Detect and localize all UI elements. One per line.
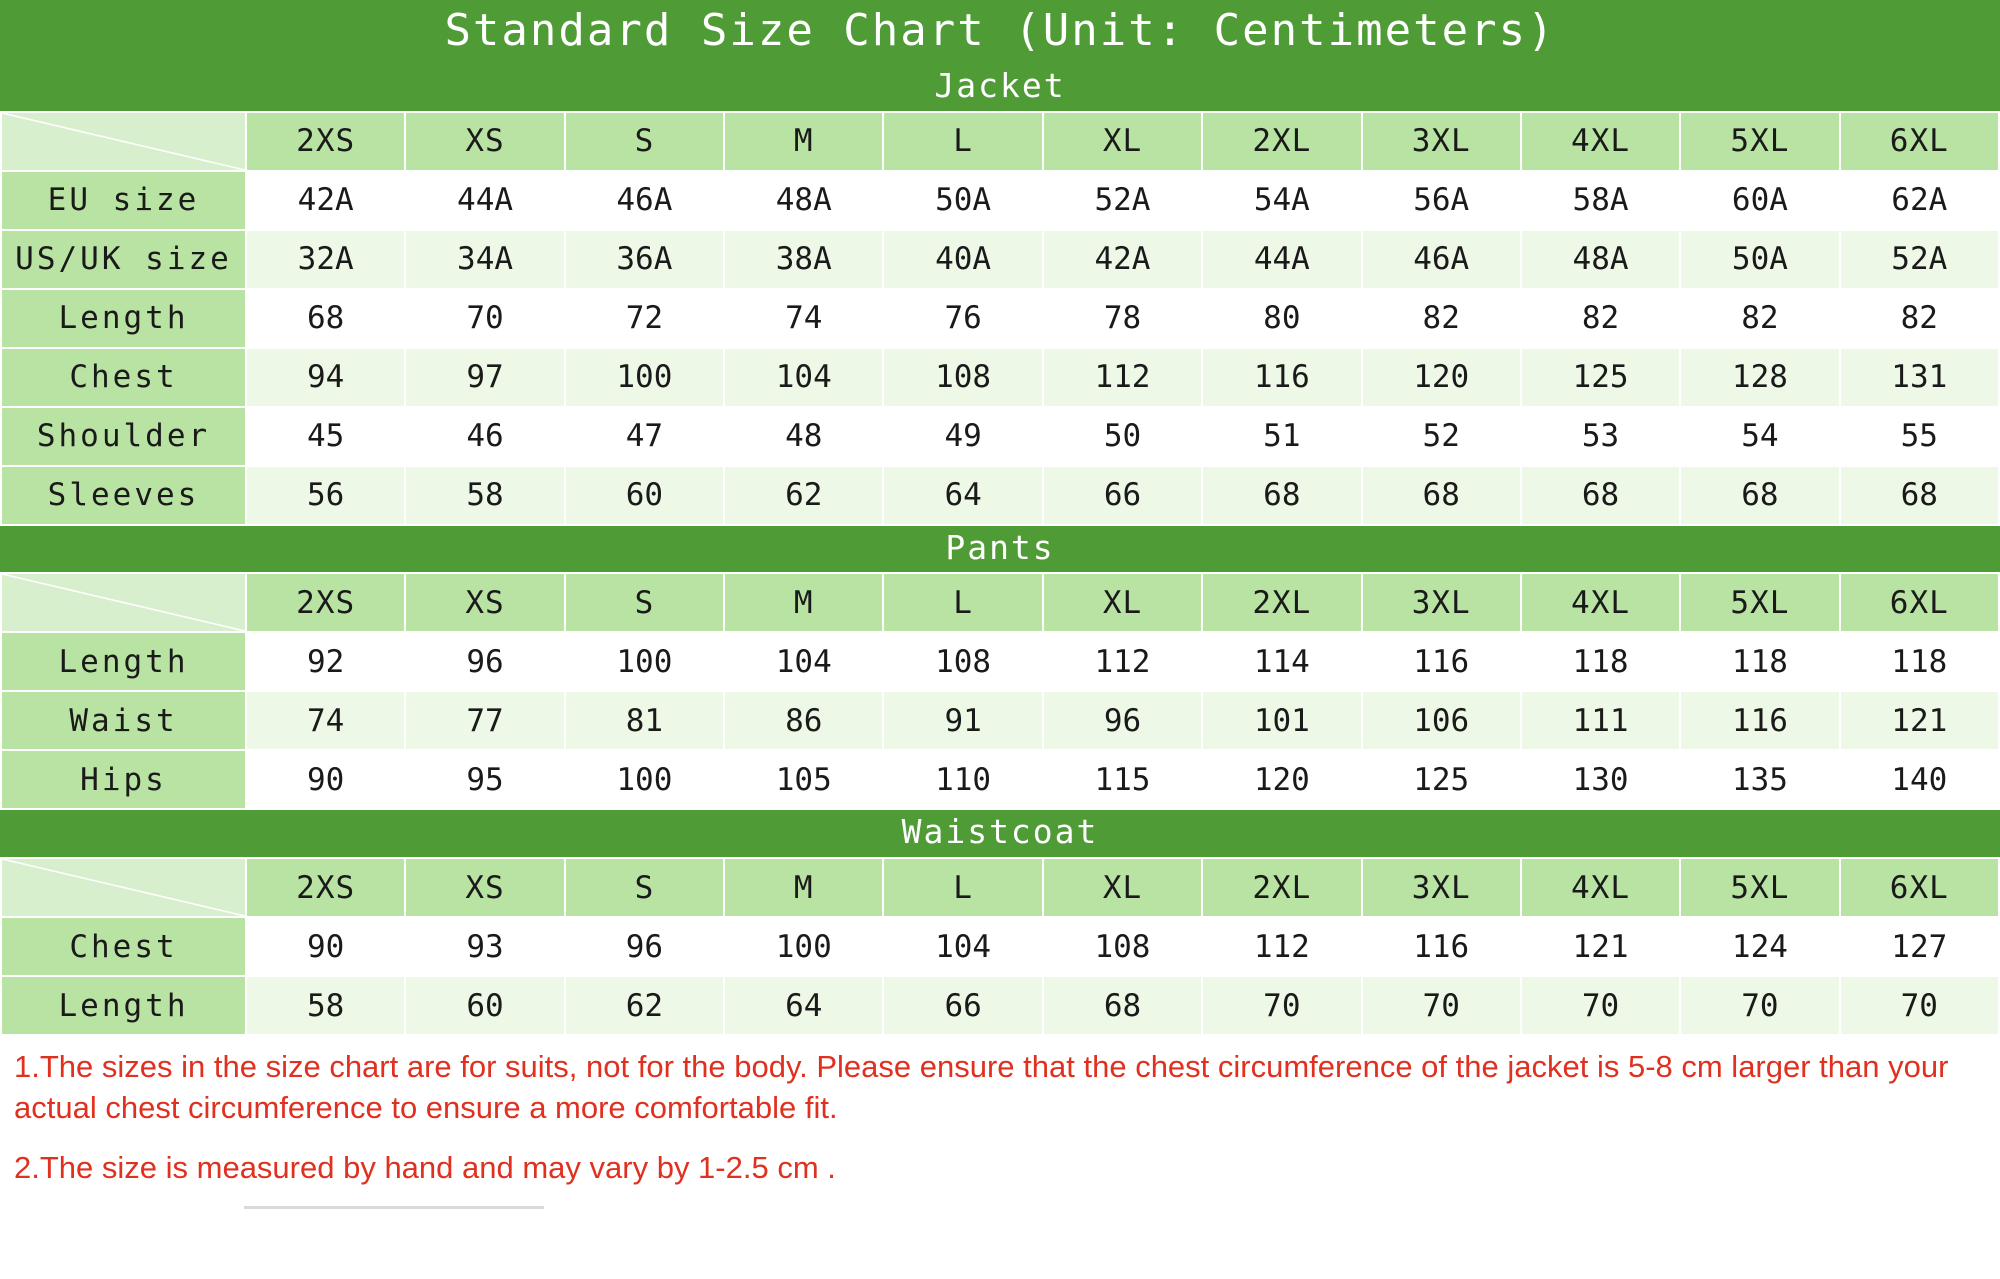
row-label: Shoulder <box>1 407 246 466</box>
table-row <box>1 230 1999 289</box>
cell: 50A <box>883 171 1042 230</box>
note-2: 2.The size is measured by hand and may vary by 1-2.5 cm . <box>14 1149 836 1185</box>
cell: 45 <box>246 407 405 466</box>
cell: 121 <box>1840 691 1999 750</box>
cell: 56A <box>1362 171 1521 230</box>
cell: 90 <box>246 750 405 809</box>
cell: 44A <box>1202 230 1361 289</box>
cell: 51 <box>1202 407 1361 466</box>
size-header: L <box>883 573 1042 632</box>
table-row <box>1 466 1999 525</box>
cell: 130 <box>1521 750 1680 809</box>
cell: 74 <box>246 691 405 750</box>
row-label: EU size <box>1 171 246 230</box>
cell: 112 <box>1043 632 1202 691</box>
cell: 64 <box>724 976 883 1035</box>
cell: 127 <box>1840 917 1999 976</box>
bottom-divider <box>244 1206 544 1213</box>
size-header: M <box>724 858 883 917</box>
cell: 100 <box>565 750 724 809</box>
cell: 52A <box>1043 171 1202 230</box>
cell: 70 <box>1840 976 1999 1035</box>
size-header: XL <box>1043 858 1202 917</box>
cell: 48 <box>724 407 883 466</box>
size-header: 4XL <box>1521 112 1680 171</box>
size-header: XL <box>1043 112 1202 171</box>
cell: 58 <box>405 466 564 525</box>
size-header: 2XS <box>246 112 405 171</box>
table-header-row <box>1 573 1999 632</box>
cell: 116 <box>1362 917 1521 976</box>
size-header: 6XL <box>1840 573 1999 632</box>
cell: 60 <box>405 976 564 1035</box>
cell: 38A <box>724 230 883 289</box>
size-header: 3XL <box>1362 573 1521 632</box>
cell: 95 <box>405 750 564 809</box>
table-header-row <box>1 858 1999 917</box>
row-label: Chest <box>1 917 246 976</box>
cell: 68 <box>1840 466 1999 525</box>
cell: 54 <box>1680 407 1839 466</box>
cell: 116 <box>1202 348 1361 407</box>
cell: 125 <box>1521 348 1680 407</box>
cell: 68 <box>1521 466 1680 525</box>
size-header: M <box>724 112 883 171</box>
size-header: 4XL <box>1521 573 1680 632</box>
notes-section <box>0 1036 2000 1219</box>
table-row <box>1 289 1999 348</box>
cell: 60 <box>565 466 724 525</box>
cell: 111 <box>1521 691 1680 750</box>
table-row <box>1 691 1999 750</box>
cell: 108 <box>883 348 1042 407</box>
size-header: S <box>565 858 724 917</box>
table-row <box>1 917 1999 976</box>
cell: 70 <box>1680 976 1839 1035</box>
cell: 56 <box>246 466 405 525</box>
cell: 42A <box>1043 230 1202 289</box>
cell: 49 <box>883 407 1042 466</box>
cell: 54A <box>1202 171 1361 230</box>
cell: 97 <box>405 348 564 407</box>
cell: 106 <box>1362 691 1521 750</box>
row-label: US/UK size <box>1 230 246 289</box>
row-label: Length <box>1 976 246 1035</box>
table-header-row <box>1 112 1999 171</box>
size-header: 4XL <box>1521 858 1680 917</box>
cell: 52A <box>1840 230 1999 289</box>
cell: 125 <box>1362 750 1521 809</box>
size-header: S <box>565 112 724 171</box>
cell: 68 <box>1202 466 1361 525</box>
cell: 36A <box>565 230 724 289</box>
size-header: XS <box>405 573 564 632</box>
cell: 118 <box>1840 632 1999 691</box>
cell: 100 <box>565 348 724 407</box>
cell: 62A <box>1840 171 1999 230</box>
size-header: XS <box>405 112 564 171</box>
cell: 135 <box>1680 750 1839 809</box>
size-header: 6XL <box>1840 112 1999 171</box>
cell: 72 <box>565 289 724 348</box>
cell: 96 <box>565 917 724 976</box>
cell: 96 <box>405 632 564 691</box>
size-header: 5XL <box>1680 858 1839 917</box>
cell: 76 <box>883 289 1042 348</box>
cell: 68 <box>1043 976 1202 1035</box>
cell: 120 <box>1202 750 1361 809</box>
cell: 100 <box>724 917 883 976</box>
cell: 68 <box>1362 466 1521 525</box>
table-row <box>1 976 1999 1035</box>
cell: 121 <box>1521 917 1680 976</box>
cell: 131 <box>1840 348 1999 407</box>
section-heading-waistcoat: Waistcoat <box>0 810 2000 857</box>
table-row <box>1 632 1999 691</box>
cell: 128 <box>1680 348 1839 407</box>
cell: 42A <box>246 171 405 230</box>
size-header: 3XL <box>1362 858 1521 917</box>
cell: 100 <box>565 632 724 691</box>
cell: 118 <box>1521 632 1680 691</box>
cell: 48A <box>724 171 883 230</box>
cell: 74 <box>724 289 883 348</box>
cell: 70 <box>1362 976 1521 1035</box>
cell: 78 <box>1043 289 1202 348</box>
cell: 50 <box>1043 407 1202 466</box>
cell: 60A <box>1680 171 1839 230</box>
cell: 48A <box>1521 230 1680 289</box>
cell: 46 <box>405 407 564 466</box>
cell: 52 <box>1362 407 1521 466</box>
cell: 104 <box>883 917 1042 976</box>
cell: 55 <box>1840 407 1999 466</box>
cell: 140 <box>1840 750 1999 809</box>
cell: 82 <box>1521 289 1680 348</box>
row-label: Sleeves <box>1 466 246 525</box>
cell: 81 <box>565 691 724 750</box>
cell: 70 <box>1521 976 1680 1035</box>
size-header: 6XL <box>1840 858 1999 917</box>
corner-cell <box>1 858 246 917</box>
size-header: 2XS <box>246 573 405 632</box>
cell: 40A <box>883 230 1042 289</box>
cell: 66 <box>883 976 1042 1035</box>
size-header: 5XL <box>1680 112 1839 171</box>
cell: 108 <box>1043 917 1202 976</box>
cell: 96 <box>1043 691 1202 750</box>
size-header: M <box>724 573 883 632</box>
diagonal-divider-icon <box>2 574 245 631</box>
table-row <box>1 750 1999 809</box>
cell: 124 <box>1680 917 1839 976</box>
cell: 68 <box>1680 466 1839 525</box>
note-1: 1.The sizes in the size chart are for suits, not for the body. Please ensure that the chest circumference of the jacket is 5-8 cm larger than your actual chest circumference to ensure a more comfortable fit. <box>14 1049 1949 1126</box>
table-row <box>1 407 1999 466</box>
cell: 118 <box>1680 632 1839 691</box>
cell: 91 <box>883 691 1042 750</box>
cell: 116 <box>1680 691 1839 750</box>
cell: 116 <box>1362 632 1521 691</box>
cell: 114 <box>1202 632 1361 691</box>
cell: 120 <box>1362 348 1521 407</box>
cell: 62 <box>724 466 883 525</box>
size-header: L <box>883 858 1042 917</box>
cell: 86 <box>724 691 883 750</box>
size-header: 2XL <box>1202 858 1361 917</box>
cell: 93 <box>405 917 564 976</box>
row-label: Waist <box>1 691 246 750</box>
diagonal-divider-icon <box>2 859 245 916</box>
cell: 66 <box>1043 466 1202 525</box>
cell: 70 <box>1202 976 1361 1035</box>
table-row <box>1 348 1999 407</box>
size-header: 2XL <box>1202 573 1361 632</box>
cell: 108 <box>883 632 1042 691</box>
cell: 104 <box>724 348 883 407</box>
diagonal-divider-icon <box>2 113 245 170</box>
cell: 80 <box>1202 289 1361 348</box>
size-header: XS <box>405 858 564 917</box>
section-heading-pants: Pants <box>0 526 2000 573</box>
cell: 62 <box>565 976 724 1035</box>
cell: 115 <box>1043 750 1202 809</box>
size-header: 2XS <box>246 858 405 917</box>
size-header: 5XL <box>1680 573 1839 632</box>
cell: 92 <box>246 632 405 691</box>
cell: 112 <box>1202 917 1361 976</box>
cell: 47 <box>565 407 724 466</box>
section-heading-jacket: Jacket <box>0 64 2000 111</box>
cell: 101 <box>1202 691 1361 750</box>
cell: 105 <box>724 750 883 809</box>
cell: 82 <box>1840 289 1999 348</box>
size-header: 3XL <box>1362 112 1521 171</box>
size-header: 2XL <box>1202 112 1361 171</box>
row-label: Hips <box>1 750 246 809</box>
size-header: L <box>883 112 1042 171</box>
size-header: S <box>565 573 724 632</box>
cell: 58 <box>246 976 405 1035</box>
cell: 68 <box>246 289 405 348</box>
cell: 32A <box>246 230 405 289</box>
corner-cell <box>1 112 246 171</box>
cell: 94 <box>246 348 405 407</box>
table-jacket <box>0 111 2000 526</box>
cell: 46A <box>1362 230 1521 289</box>
cell: 112 <box>1043 348 1202 407</box>
table-row <box>1 171 1999 230</box>
cell: 90 <box>246 917 405 976</box>
cell: 46A <box>565 171 724 230</box>
page-title: Standard Size Chart (Unit: Centimeters) <box>0 0 2000 64</box>
cell: 44A <box>405 171 564 230</box>
cell: 53 <box>1521 407 1680 466</box>
cell: 82 <box>1362 289 1521 348</box>
row-label: Length <box>1 632 246 691</box>
cell: 82 <box>1680 289 1839 348</box>
cell: 64 <box>883 466 1042 525</box>
cell: 70 <box>405 289 564 348</box>
size-header: XL <box>1043 573 1202 632</box>
cell: 104 <box>724 632 883 691</box>
cell: 110 <box>883 750 1042 809</box>
row-label: Length <box>1 289 246 348</box>
cell: 77 <box>405 691 564 750</box>
cell: 34A <box>405 230 564 289</box>
table-pants <box>0 572 2000 810</box>
corner-cell <box>1 573 246 632</box>
cell: 50A <box>1680 230 1839 289</box>
table-waistcoat <box>0 857 2000 1036</box>
cell: 58A <box>1521 171 1680 230</box>
row-label: Chest <box>1 348 246 407</box>
